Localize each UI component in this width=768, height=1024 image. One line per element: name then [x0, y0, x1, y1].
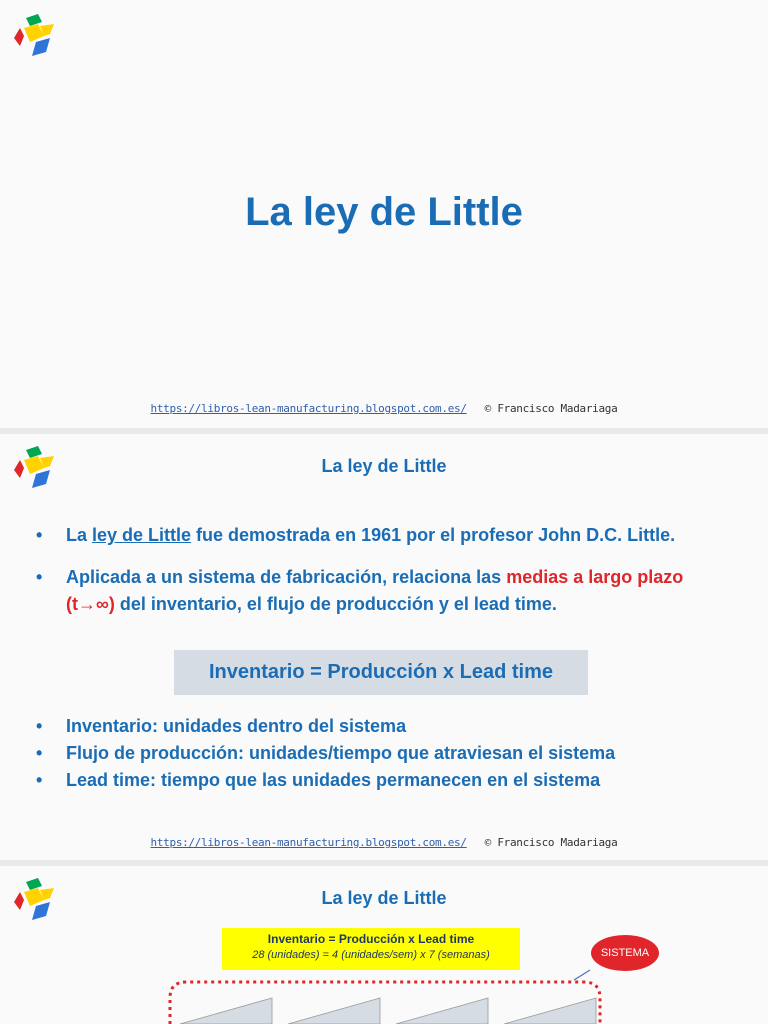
copyright-text: © Francisco Madariaga — [484, 836, 618, 849]
list-item — [36, 767, 746, 794]
list-item — [36, 713, 746, 740]
slide-footer — [0, 836, 768, 849]
formula-line: Inventario = Producción x Lead time — [267, 932, 475, 946]
slide-1 — [0, 0, 768, 428]
bullet-text: Aplicada a un sistema de fabricación, relaciona las — [66, 567, 507, 587]
blog-link[interactable]: https://libros-lean-manufacturing.blogspot.com.es/ — [150, 836, 467, 849]
stock-block — [288, 998, 380, 1024]
copyright-text: © Francisco Madariaga — [484, 402, 618, 415]
stock-block — [396, 998, 488, 1024]
bullet-text: La — [66, 525, 93, 545]
list-item — [36, 522, 746, 549]
slide-footer — [0, 402, 768, 415]
bullet-text: Lead time: tiempo que las unidades permanecen en el sistema — [66, 770, 601, 790]
bullet-dot: • — [36, 525, 43, 545]
bullet-dot: • — [36, 567, 43, 587]
bullet-dot: • — [36, 743, 43, 763]
list-item — [36, 740, 746, 767]
slide-title: La ley de Little — [321, 456, 447, 476]
blog-link[interactable]: https://libros-lean-manufacturing.blogspot.com.es/ — [150, 402, 467, 415]
list-item — [36, 564, 746, 618]
sistema-label: SISTEMA — [591, 935, 659, 971]
bullet-text: Flujo de producción: unidades/tiempo que atraviesan el sistema — [66, 743, 616, 763]
page-title: La ley de Little — [245, 190, 523, 234]
system-diagram — [0, 966, 768, 1024]
bullet-text: fue demostrada en 1961 por el profesor John D.C. Little. — [191, 525, 676, 545]
formula-box: Inventario = Producción x Lead time — [174, 650, 588, 695]
bullet-dot: • — [36, 770, 43, 790]
slide-2 — [0, 434, 768, 860]
highlight-text: (t→∞) — [66, 594, 115, 614]
bullet-text: Inventario: unidades dentro del sistema — [66, 716, 407, 736]
formula-example-line: 28 (unidades) = 4 (unidades/sem) x 7 (semanas) — [252, 949, 490, 961]
ley-de-little-link[interactable]: ley de Little — [92, 525, 192, 545]
intro-bullets — [36, 522, 746, 618]
stock-block — [180, 998, 272, 1024]
logo-icon — [10, 12, 58, 58]
slide-3 — [0, 866, 768, 1024]
bullet-dot: • — [36, 716, 43, 736]
bullet-text: del inventario, el flujo de producción y el lead time. — [114, 594, 557, 614]
formula-example-box — [222, 928, 520, 970]
highlight-text: medias a largo plazo — [506, 567, 684, 587]
slide-title: La ley de Little — [321, 888, 447, 908]
stock-block — [504, 998, 596, 1024]
sistema-pointer-line — [574, 970, 590, 980]
definition-bullets — [36, 713, 746, 794]
